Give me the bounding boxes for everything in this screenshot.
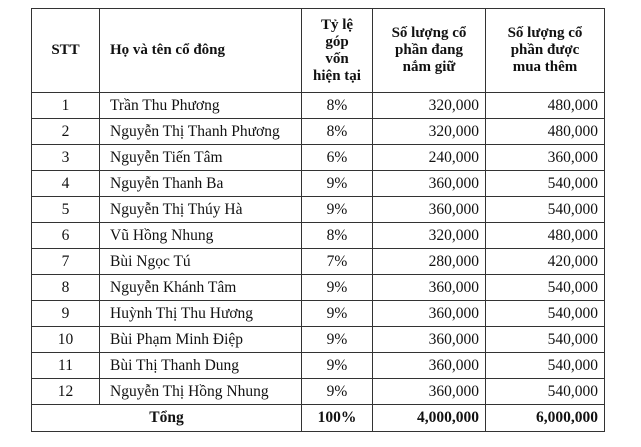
total-held: 4,000,000 xyxy=(373,405,486,432)
cell-stt: 5 xyxy=(32,197,100,223)
cell-held: 280,000 xyxy=(373,249,486,275)
cell-name: Nguyễn Thị Thanh Phương xyxy=(100,119,302,145)
cell-stt: 8 xyxy=(32,275,100,301)
total-row xyxy=(32,405,605,432)
total-buy: 6,000,000 xyxy=(486,405,605,432)
cell-stt: 6 xyxy=(32,223,100,249)
table-row xyxy=(32,327,605,353)
cell-held: 360,000 xyxy=(373,301,486,327)
header-ratio-line: Tỷ lệ xyxy=(320,16,354,33)
table-row xyxy=(32,379,605,405)
header-ratio-line: góp xyxy=(325,33,349,50)
cell-name: Trần Thu Phương xyxy=(100,93,302,119)
cell-ratio: 7% xyxy=(302,249,373,275)
cell-buy: 360,000 xyxy=(486,145,605,171)
table-row xyxy=(32,301,605,327)
cell-ratio: 8% xyxy=(302,223,373,249)
cell-ratio: 9% xyxy=(302,301,373,327)
cell-held: 320,000 xyxy=(373,119,486,145)
cell-held: 360,000 xyxy=(373,197,486,223)
cell-stt: 7 xyxy=(32,249,100,275)
cell-buy: 480,000 xyxy=(486,223,605,249)
cell-buy: 540,000 xyxy=(486,171,605,197)
cell-held: 320,000 xyxy=(373,93,486,119)
table-row xyxy=(32,353,605,379)
table-row xyxy=(32,197,605,223)
header-buy xyxy=(486,9,605,93)
cell-ratio: 9% xyxy=(302,353,373,379)
header-held-line: phần đang xyxy=(395,42,463,58)
cell-name: Nguyễn Thị Hồng Nhung xyxy=(100,379,302,405)
cell-buy: 540,000 xyxy=(486,197,605,223)
cell-name: Huỳnh Thị Thu Hương xyxy=(100,301,302,327)
cell-stt: 12 xyxy=(32,379,100,405)
cell-held: 360,000 xyxy=(373,327,486,353)
cell-buy: 420,000 xyxy=(486,249,605,275)
cell-buy: 540,000 xyxy=(486,379,605,405)
header-held-line: Số lượng cổ xyxy=(391,25,467,41)
cell-buy: 540,000 xyxy=(486,275,605,301)
shareholder-table xyxy=(31,8,605,432)
cell-held: 360,000 xyxy=(373,353,486,379)
cell-name: Bùi Thị Thanh Dung xyxy=(100,353,302,379)
header-name: Họ và tên cổ đông xyxy=(100,9,302,93)
cell-ratio: 9% xyxy=(302,327,373,353)
cell-name: Nguyễn Thị Thúy Hà xyxy=(100,197,302,223)
cell-name: Vũ Hồng Nhung xyxy=(100,223,302,249)
cell-buy: 540,000 xyxy=(486,353,605,379)
table-row xyxy=(32,249,605,275)
header-buy-line: mua thêm xyxy=(512,59,578,75)
header-buy-line: Số lượng cổ xyxy=(507,25,583,41)
cell-buy: 540,000 xyxy=(486,301,605,327)
table-header-row xyxy=(32,9,605,93)
cell-ratio: 9% xyxy=(302,275,373,301)
cell-stt: 3 xyxy=(32,145,100,171)
cell-ratio: 8% xyxy=(302,119,373,145)
cell-buy: 480,000 xyxy=(486,119,605,145)
cell-held: 360,000 xyxy=(373,379,486,405)
cell-buy: 540,000 xyxy=(486,327,605,353)
table-row xyxy=(32,275,605,301)
header-ratio xyxy=(302,9,373,93)
cell-stt: 10 xyxy=(32,327,100,353)
header-ratio-line: hiện tại xyxy=(313,67,361,84)
header-held-line: nắm giữ xyxy=(402,59,456,75)
cell-stt: 9 xyxy=(32,301,100,327)
cell-ratio: 9% xyxy=(302,197,373,223)
total-ratio: 100% xyxy=(302,405,373,432)
cell-name: Nguyễn Tiến Tâm xyxy=(100,145,302,171)
table-row xyxy=(32,223,605,249)
cell-held: 240,000 xyxy=(373,145,486,171)
header-ratio-line: vốn xyxy=(325,50,349,67)
cell-name: Bùi Phạm Minh Điệp xyxy=(100,327,302,353)
cell-ratio: 8% xyxy=(302,93,373,119)
table-row xyxy=(32,119,605,145)
cell-ratio: 9% xyxy=(302,171,373,197)
header-held xyxy=(373,9,486,93)
cell-stt: 4 xyxy=(32,171,100,197)
table-row xyxy=(32,171,605,197)
cell-stt: 1 xyxy=(32,93,100,119)
table-row xyxy=(32,93,605,119)
cell-name: Nguyễn Khánh Tâm xyxy=(100,275,302,301)
total-label: Tổng xyxy=(32,405,302,432)
cell-held: 320,000 xyxy=(373,223,486,249)
table-row xyxy=(32,145,605,171)
cell-name: Nguyễn Thanh Ba xyxy=(100,171,302,197)
cell-name: Bùi Ngọc Tú xyxy=(100,249,302,275)
cell-stt: 2 xyxy=(32,119,100,145)
cell-ratio: 9% xyxy=(302,379,373,405)
cell-buy: 480,000 xyxy=(486,93,605,119)
cell-held: 360,000 xyxy=(373,171,486,197)
header-stt: STT xyxy=(32,9,100,93)
cell-ratio: 6% xyxy=(302,145,373,171)
cell-stt: 11 xyxy=(32,353,100,379)
cell-held: 360,000 xyxy=(373,275,486,301)
header-buy-line: phần được xyxy=(510,42,580,58)
